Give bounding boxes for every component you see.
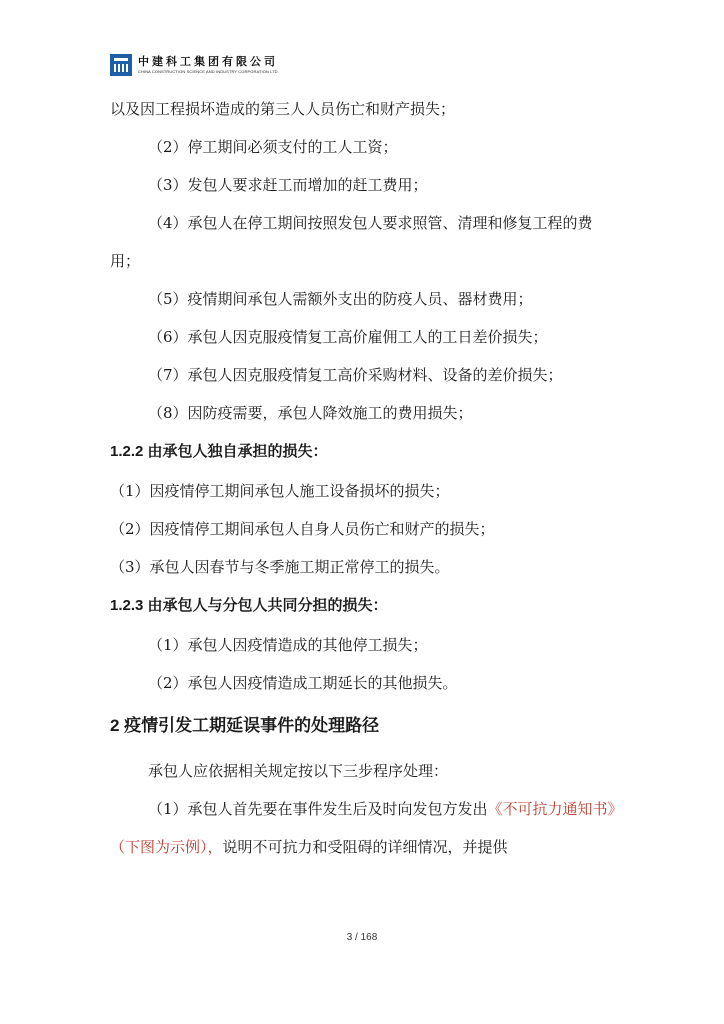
highlighted-text: 《不可抗力通知书》（下图为示例）， [110, 800, 616, 856]
list-item: （7）承包人因克服疫情复工高价采购材料、设备的差价损失； [148, 366, 563, 384]
paragraph-text: （1）承包人首先要在事件发生后及时向发包方发出 [148, 800, 488, 818]
paragraph [110, 790, 620, 866]
company-logo-icon [110, 54, 132, 76]
section-heading-1-2-3: 1.2.3 由承包人与分包人共同分担的损失： [110, 597, 388, 614]
paragraph-text: 说明不可抗力和受阻碍的详细情况，并提供 [222, 838, 508, 856]
list-item: （6）承包人因克服疫情复工高价雇佣工人的工日差价损失； [148, 328, 548, 346]
company-name-en: CHINA CONSTRUCTION SCIENCE AND INDUSTRY CORPORATION LTD. [138, 69, 279, 74]
list-item: （8）因防疫需要，承包人降效施工的费用损失； [148, 404, 473, 422]
document-body [110, 90, 620, 866]
list-item: （2）承包人因疫情造成工期延长的其他损失。 [148, 674, 458, 692]
page-number: 3 / 168 [346, 932, 378, 943]
list-item: （3）承包人因春节与冬季施工期正常停工的损失。 [110, 558, 450, 576]
list-item: （1）承包人因疫情造成的其他停工损失； [148, 636, 428, 654]
company-name-cn: 中建科工集团有限公司 [138, 55, 278, 68]
list-item: （4）承包人在停工期间按照发包人要求照管、清理和修复工程的费用； [110, 214, 593, 270]
paragraph: 以及因工程损坏造成的第三人人员伤亡和财产损失； [110, 100, 456, 118]
section-heading-2: 2 疫情引发工期延误事件的处理路径 [110, 716, 380, 735]
list-item: （2）因疫情停工期间承包人自身人员伤亡和财产的损失； [110, 520, 495, 538]
list-item: （3）发包人要求赶工而增加的赶工费用； [148, 176, 428, 194]
section-heading-1-2-2: 1.2.2 由承包人独自承担的损失： [110, 443, 328, 460]
paragraph: 承包人应依据相关规定按以下三步程序处理： [148, 762, 449, 780]
list-item: （5）疫情期间承包人需额外支出的防疫人员、器材费用； [148, 290, 533, 308]
company-name-block [138, 56, 279, 74]
list-item: （1）因疫情停工期间承包人施工设备损坏的损失； [110, 482, 450, 500]
list-item: （2）停工期间必须支付的工人工资； [148, 138, 398, 156]
page-header [110, 50, 279, 80]
